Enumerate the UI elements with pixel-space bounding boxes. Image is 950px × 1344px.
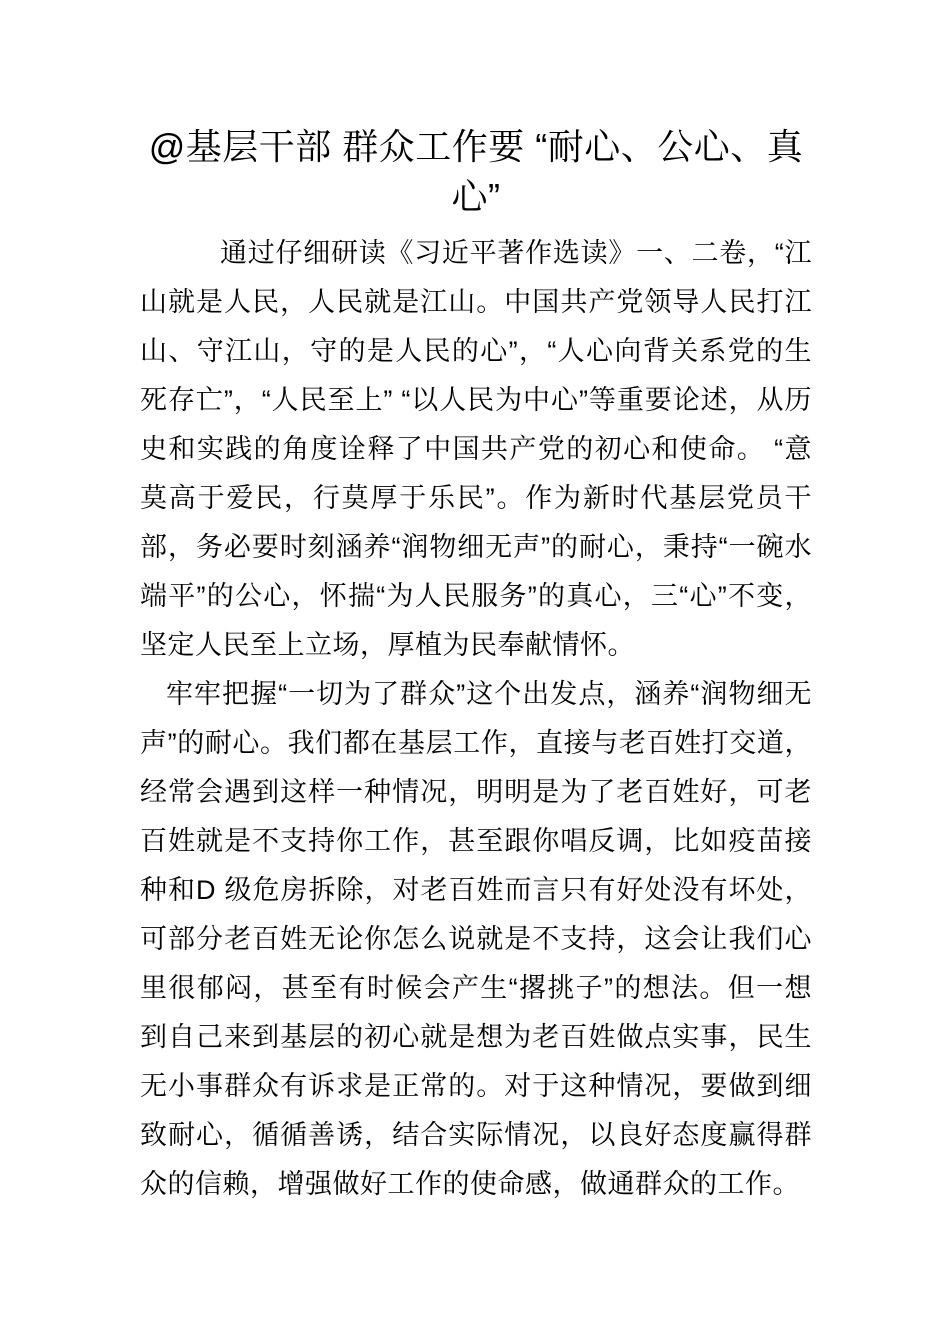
document-body	[140, 229, 812, 1209]
paragraph-2: 牢牢把握“一切为了群众”这个出发点，涵养“润物细无声”的耐心。我们都在基层工作，直接与老百姓打交道，经常会遇到这样一种情况，明明是为了老百姓好，可老百姓就是不支持你工作，甚至跟你唱反调，比如疫苗接种和D 级危房拆除，对老百姓而言只有好处没有坏处，可部分老百姓无论你怎么说就是不支持，这会让我们心里很郁闷，甚至有时候会产生“撂挑子”的想法。但一想到自己来到基层的初心就是想为老百姓做点实事，民生无小事群众有诉求是正常的。对于这种情况，要做到细致耐心，循循善诱，结合实际情况，以良好态度赢得群众的信赖，增强做好工作的使命感，做通群众的工作。	[140, 679, 812, 1199]
document-title: @基层干部 群众工作要 “耐心、公心、真心”	[148, 126, 804, 217]
paragraph-1: 通过仔细研读《习近平著作选读》一、二卷，“江山就是人民，人民就是江山。中国共产党领导人民打江山、守江山，守的是人民的心”，“人心向背关系党的生死存亡”，“人民至上” “以人民为中心”等重要论述，从历史和实践的角度诠释了中国共产党的初心和使命。 “意莫高于爱民，行莫厚于乐民”。作为新时代基层党员干部，务必要时刻涵养“润物细无声”的耐心，秉持“一碗水端平”的公心，怀揣“为人民服务”的真心，三“心”不变，坚定人民至上立场，厚植为民奉献情怀。	[140, 238, 812, 660]
